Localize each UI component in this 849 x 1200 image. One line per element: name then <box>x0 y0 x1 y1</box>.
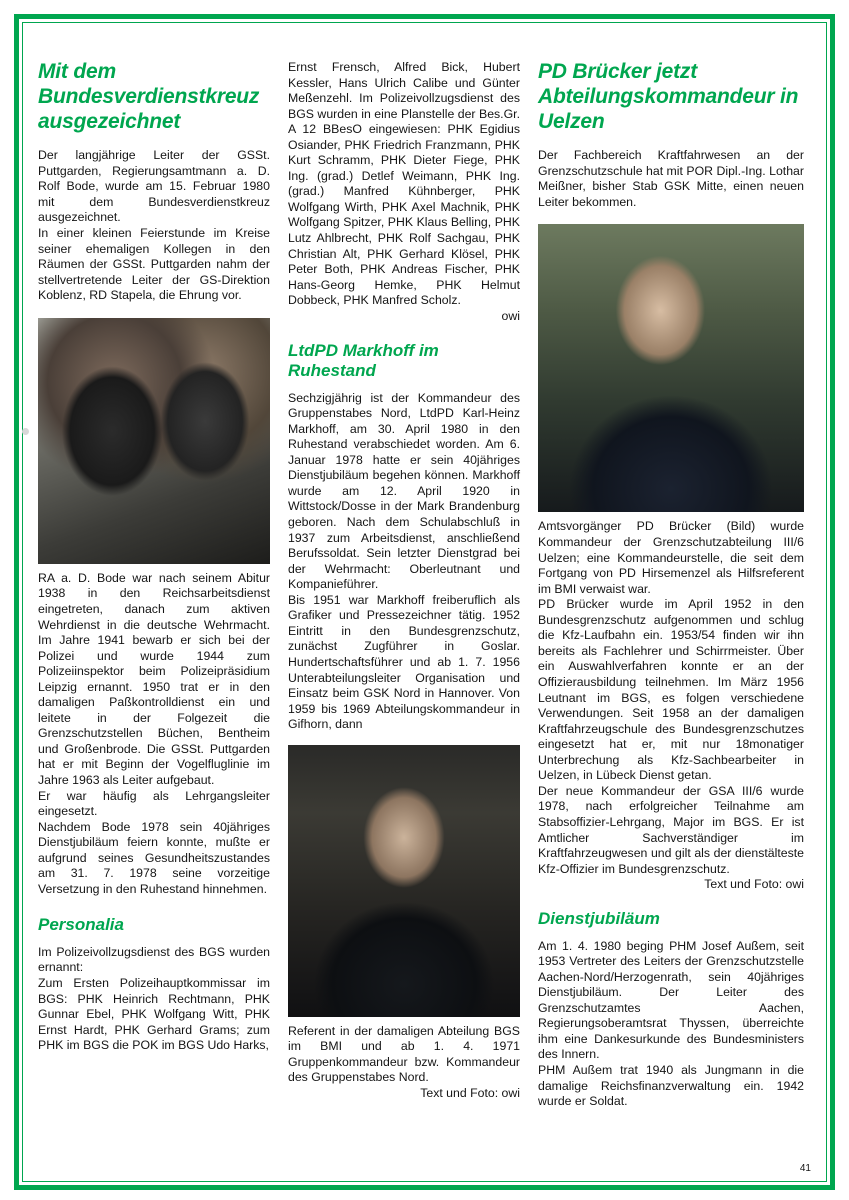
column-two <box>288 60 538 1160</box>
paragraph: PHM Außem trat 1940 als Jungmann in die damalige Reichsfinanzverwaltung ein. 1942 wurde er Soldat. <box>538 1063 804 1109</box>
photo-credit: Text und Foto: owi <box>420 1085 520 1100</box>
paragraph: Sechzigjährig ist der Kommandeur des Gruppenstabes Nord, LtdPD Karl-Heinz Markhoff, am 30. April 1980 in den Ruhestand verabschiedet worden. Am 6. Januar 1978 hatte er sein 40jähriges Dienstjubiläum begehen können. Markhoff wurde am 12. April 1920 in Wittstock/Dosse in der Mark Brandenburg geboren. Nach dem Schulabschluß in 1937 zum Arbeitsdienst, anschließend Berufssoldat. Sein letzter Dienstgrad bei der Wehrmacht: Oberleutnant und Kompanieführer. <box>288 390 520 592</box>
article-headline-bundesverdienstkreuz: Mit dem Bundesverdienstkreuz ausgezeichnet <box>38 60 260 133</box>
paragraph: Im Polizeivollzugsdienst des BGS wurden ernannt: <box>38 944 270 975</box>
section-heading-markhoff: LtdPD Markhoff im Ruhestand <box>288 340 439 381</box>
section-heading-personalia: Personalia <box>38 915 124 935</box>
paragraph: In einer kleinen Feierstunde im Kreise seiner ehemaligen Kollegen in den Räumen der GSSt. Puttgarden nahm der stellvertretende Leiter der GS-Direktion Koblenz, RD Stapela, die Ehrung vor. <box>38 226 270 303</box>
paragraph: Bis 1951 war Markhoff freiberuflich als Grafiker und Pressezeichner tätig. 1952 Eintritt in den Bundesgrenzschutz, zunächst Zugführer in Goslar. Hundertschaftsführer und ab 1. 7. 1956 Unterabteilungsleiter Organisation und Einsatz beim GSK Nord in Hannover. Von 1959 bis 1969 Abteilungskommandeur in Gifhorn, dann <box>288 592 520 732</box>
three-column-layout <box>38 60 804 1160</box>
paragraph: Nachdem Bode 1978 sein 40jähriges Dienstjubiläum feiern konnte, mußte er aufgrund seines Gesundheitszustandes am 31. 7. 1978 seine vorzeitige Versetzung in den Ruhestand hinnehmen. <box>38 819 270 896</box>
paragraph: Er war häufig als Lehrgangsleiter eingesetzt. <box>38 788 270 819</box>
photo-bode-award <box>38 318 270 564</box>
paragraph: Der langjährige Leiter der GSSt. Puttgarden, Regierungsamtmann a. D. Rolf Bode, wurde am 15. Februar 1980 mit dem Bundesverdienstkreuz ausgezeichnet. <box>38 148 270 225</box>
photo-credit: Text und Foto: owi <box>704 877 804 892</box>
column-one <box>38 60 288 1160</box>
section-heading-dienstjubilaeum: Dienstjubiläum <box>538 909 660 929</box>
author-signature: owi <box>501 308 520 323</box>
paragraph: Der neue Kommandeur der GSA III/6 wurde 1978, nach erfolgreicher Teilnahme am Stabsoffizier-Lehrgang, Major im BGS. Er ist Amtlicher Sachverständiger im Kraftfahrzeugwesen und gilt als der dienstälteste Kfz-Offizier im Bundesgrenzschutz. <box>538 783 804 876</box>
photo-markhoff <box>288 745 520 1017</box>
paragraph: Der Fachbereich Kraftfahrwesen an der Grenzschutzschule hat mit POR Dipl.-Ing. Lothar Meißner, bisher Stab GSK Mitte, einen neuen Leiter bekommen. <box>538 148 804 209</box>
paragraph: Am 1. 4. 1980 beging PHM Josef Außem, seit 1953 Vertreter des Leiters der Grenzschutzstelle Aachen-Nord/Herzogenrath, sein 40jähriges Dienstjubiläum. Der Leiter des Grenzschutzamtes Aachen, Regierungsoberamtsrat Thyssen, überreichte ihm eine Dankesurkunde des Bundesministers des Innern. <box>538 938 804 1062</box>
photo-bruecker <box>538 224 804 512</box>
paragraph: Amtsvorgänger PD Brücker (Bild) wurde Kommandeur der Grenzschutzabteilung III/6 Uelzen; eine Kommandeurstelle, die seit dem Fortgang von PD Hirsemenzel als Hilfsreferent im BMI verwaist war. <box>538 519 804 596</box>
page-number: 41 <box>799 1163 811 1174</box>
paragraph: Ernst Frensch, Alfred Bick, Hubert Kessler, Hans Ulrich Calibe und Günter Meßenzehl. Im Polizeivollzugsdienst des BGS wurden in eine Planstelle der Bes.Gr. A 12 BBesO eingewiesen: PHK Egidius Osiander, PHK Friedrich Franzmann, PHK Kurt Schramm, PHK Dieter Fiege, PHK Ing. (grad.) Detlef Weimann, PHK Ing. (grad.) Manfred Kühnberger, PHK Wolfgang Wirth, PHK Axel Machnik, PHK Wolfgang Spitzer, PHK Klaus Belling, PHK Lutz Ahlbrecht, PHK Rolf Sachgau, PHK Christian Alt, PHK Gerhard Klösel, PHK Peter Both, PHK Andreas Fischer, PHK Hans-Georg Hemke, PHK Helmut Dobbeck, PHK Manfred Scholz. <box>288 60 520 308</box>
photo-caption: RA a. D. Bode war nach seinem Abitur 1938 in den Reichsarbeitsdienst eingetreten, danach zum aktiven Wehrdienst in die deutsche Wehrmacht. Im Jahre 1941 bewarb er sich bei der Polizei und wurde 1944 zum Polizeiinspektor beim Polizeipräsidium Leipzig ernannt. 1950 trat er in den damaligen Paßkontrolldienst ein und leitete in der Folgezeit die Grenzschutzstellen Büchen, Bentheim und Großenbrode. Die GSSt. Puttgarden hat er mit Beginn der Vogelfluglinie im Jahre 1963 als Leiter aufgebaut. <box>38 570 270 787</box>
column-three <box>538 60 804 1160</box>
paragraph: PD Brücker wurde im April 1952 in den Bundesgrenzschutz aufgenommen und schlug die Kfz-Laufbahn ein. 1953/54 finden wir ihn bereits als Fachlehrer und Schirrmeister. Über ein Auswahlverfahren konnte er an der Offizierausbildung teilnehmen. Im März 1956 Leutnant im BGS, es folgen verschiedene Verwendungen. Seit 1958 an der damaligen Kraftfahrzeugschule des Bundesgrenzschutzes eingesetzt hat er, mit nur 18monatiger Unterbrechung als Kfz-Sachbearbeiter in Uelzen, in Lübeck Dienst getan. <box>538 597 804 783</box>
photo-caption: Referent in der damaligen Abteilung BGS im BMI und ab 1. 4. 1971 Gruppenkommandeur bzw. Kommandeur des Gruppenstabes Nord. <box>288 1023 520 1085</box>
paper-speck <box>22 428 29 435</box>
paragraph: Zum Ersten Polizeihauptkommissar im BGS: PHK Heinrich Rechtmann, PHK Gunnar Ebel, PHK Wolfgang Witt, PHK Ernst Hardt, PHK Gerhard Grams; zum PHK im BGS die POK im BGS Udo Harks, <box>38 976 270 1053</box>
article-headline-bruecker: PD Brücker jetzt Abteilungskommandeur in Uelzen <box>538 60 799 133</box>
